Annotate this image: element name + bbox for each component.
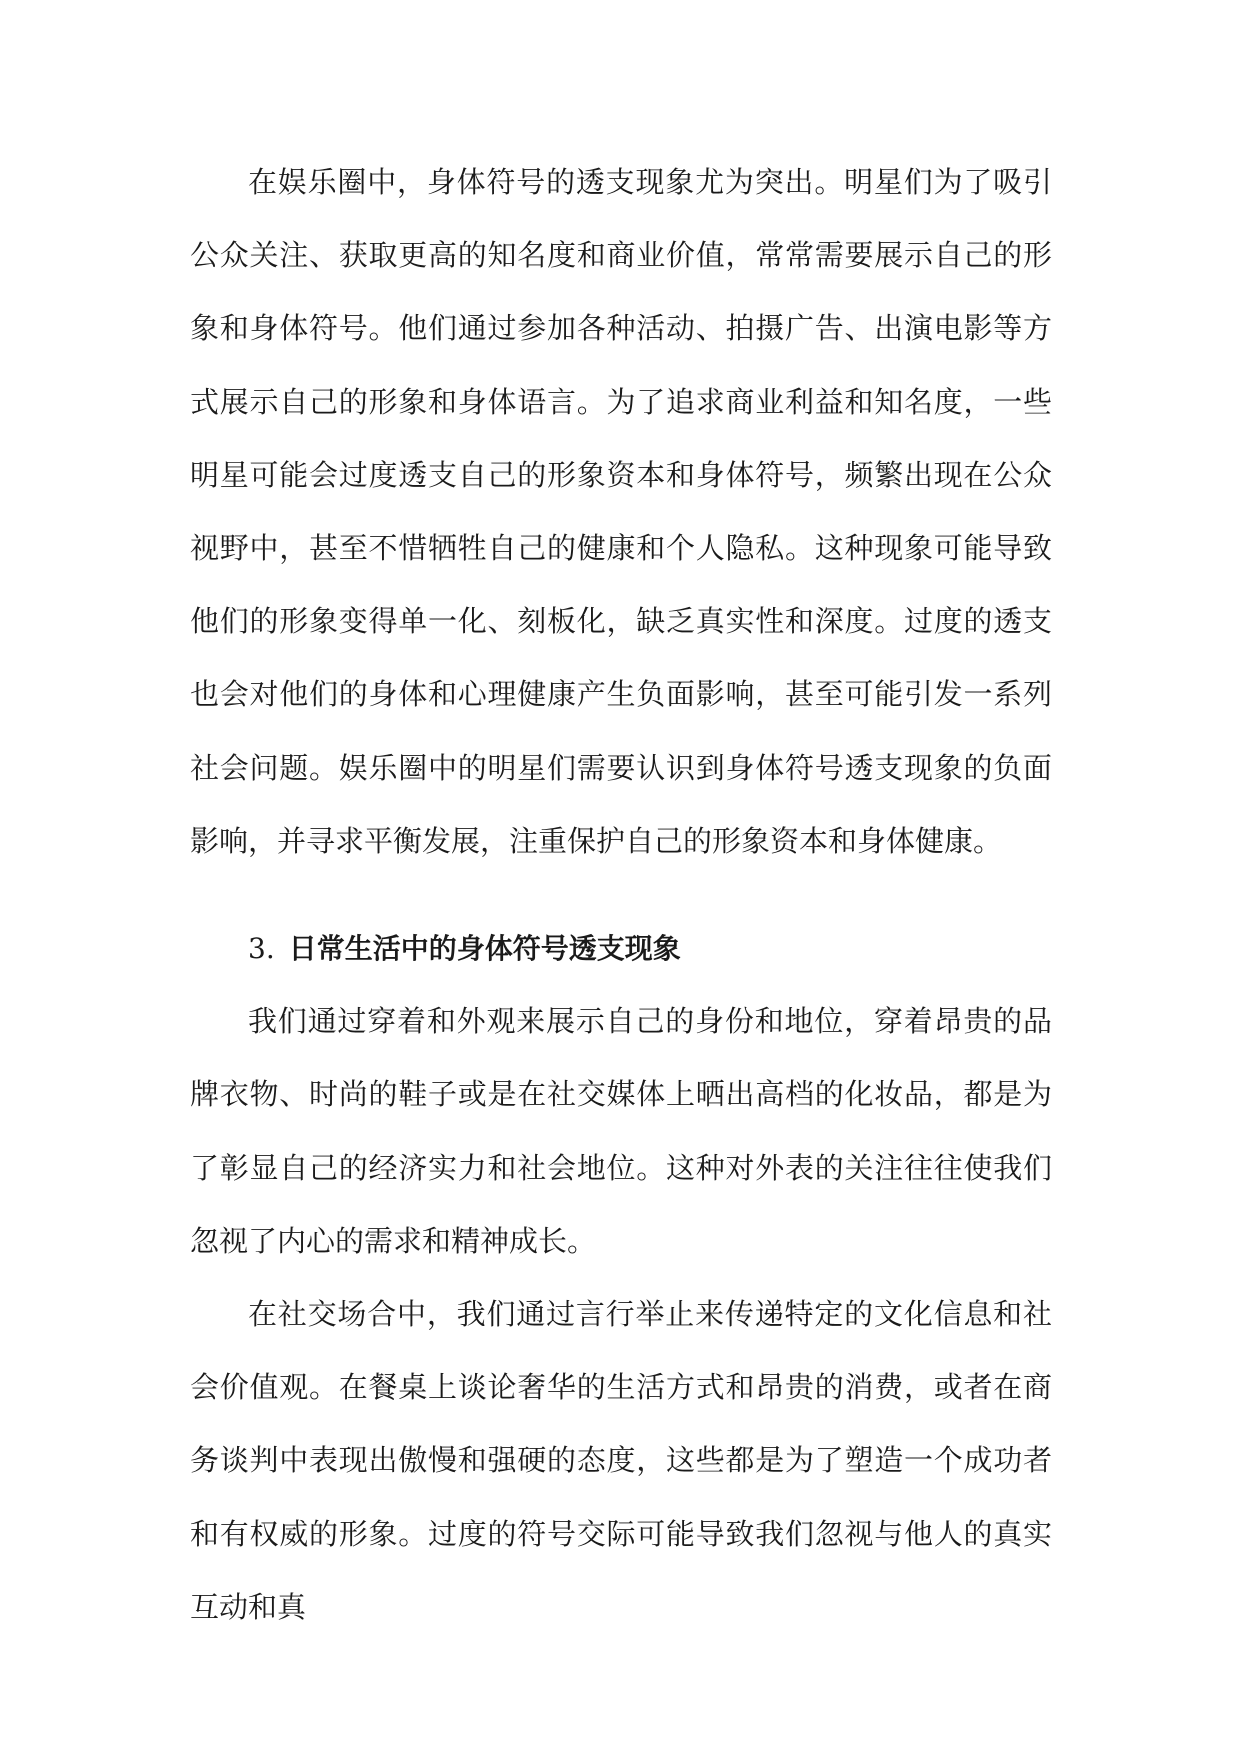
body-paragraph-social: 在社交场合中，我们通过言行举止来传递特定的文化信息和社会价值观。在餐桌上谈论奢华的生活方式和昂贵的消费，或者在商务谈判中表现出傲慢和强硬的态度，这些都是为了塑造一个成功者和有权威的形象。过度的符号交际可能导致我们忽视与他人的真实互动和真 (190, 1297, 1052, 1624)
body-paragraph-appearance: 我们通过穿着和外观来展示自己的身份和地位，穿着昂贵的品牌衣物、时尚的鞋子或是在社交媒体上晒出高档的化妆品，都是为了彰显自己的经济实力和社会地位。这种对外表的关注往往使我们忽视了内心的需求和精神成长。 (190, 1004, 1052, 1258)
section-title: 日常生活中的身体符号透支现象 (288, 932, 681, 966)
section-number: 3. (248, 932, 275, 966)
document-body (190, 146, 1052, 1644)
body-paragraph-entertainment: 在娱乐圈中，身体符号的透支现象尤为突出。明星们为了吸引公众关注、获取更高的知名度和商业价值，常常需要展示自己的形象和身体符号。他们通过参加各种活动、拍摄广告、出演电影等方式展示自己的形象和身体语言。为了追求商业利益和知名度，一些明星可能会过度透支自己的形象资本和身体符号，频繁出现在公众视野中，甚至不惜牺牲自己的健康和个人隐私。这种现象可能导致他们的形象变得单一化、刻板化，缺乏真实性和深度。过度的透支也会对他们的身体和心理健康产生负面影响，甚至可能引发一系列社会问题。娱乐圈中的明星们需要认识到身体符号透支现象的负面影响，并寻求平衡发展，注重保护自己的形象资本和身体健康。 (190, 165, 1052, 858)
section-heading (190, 912, 1052, 985)
